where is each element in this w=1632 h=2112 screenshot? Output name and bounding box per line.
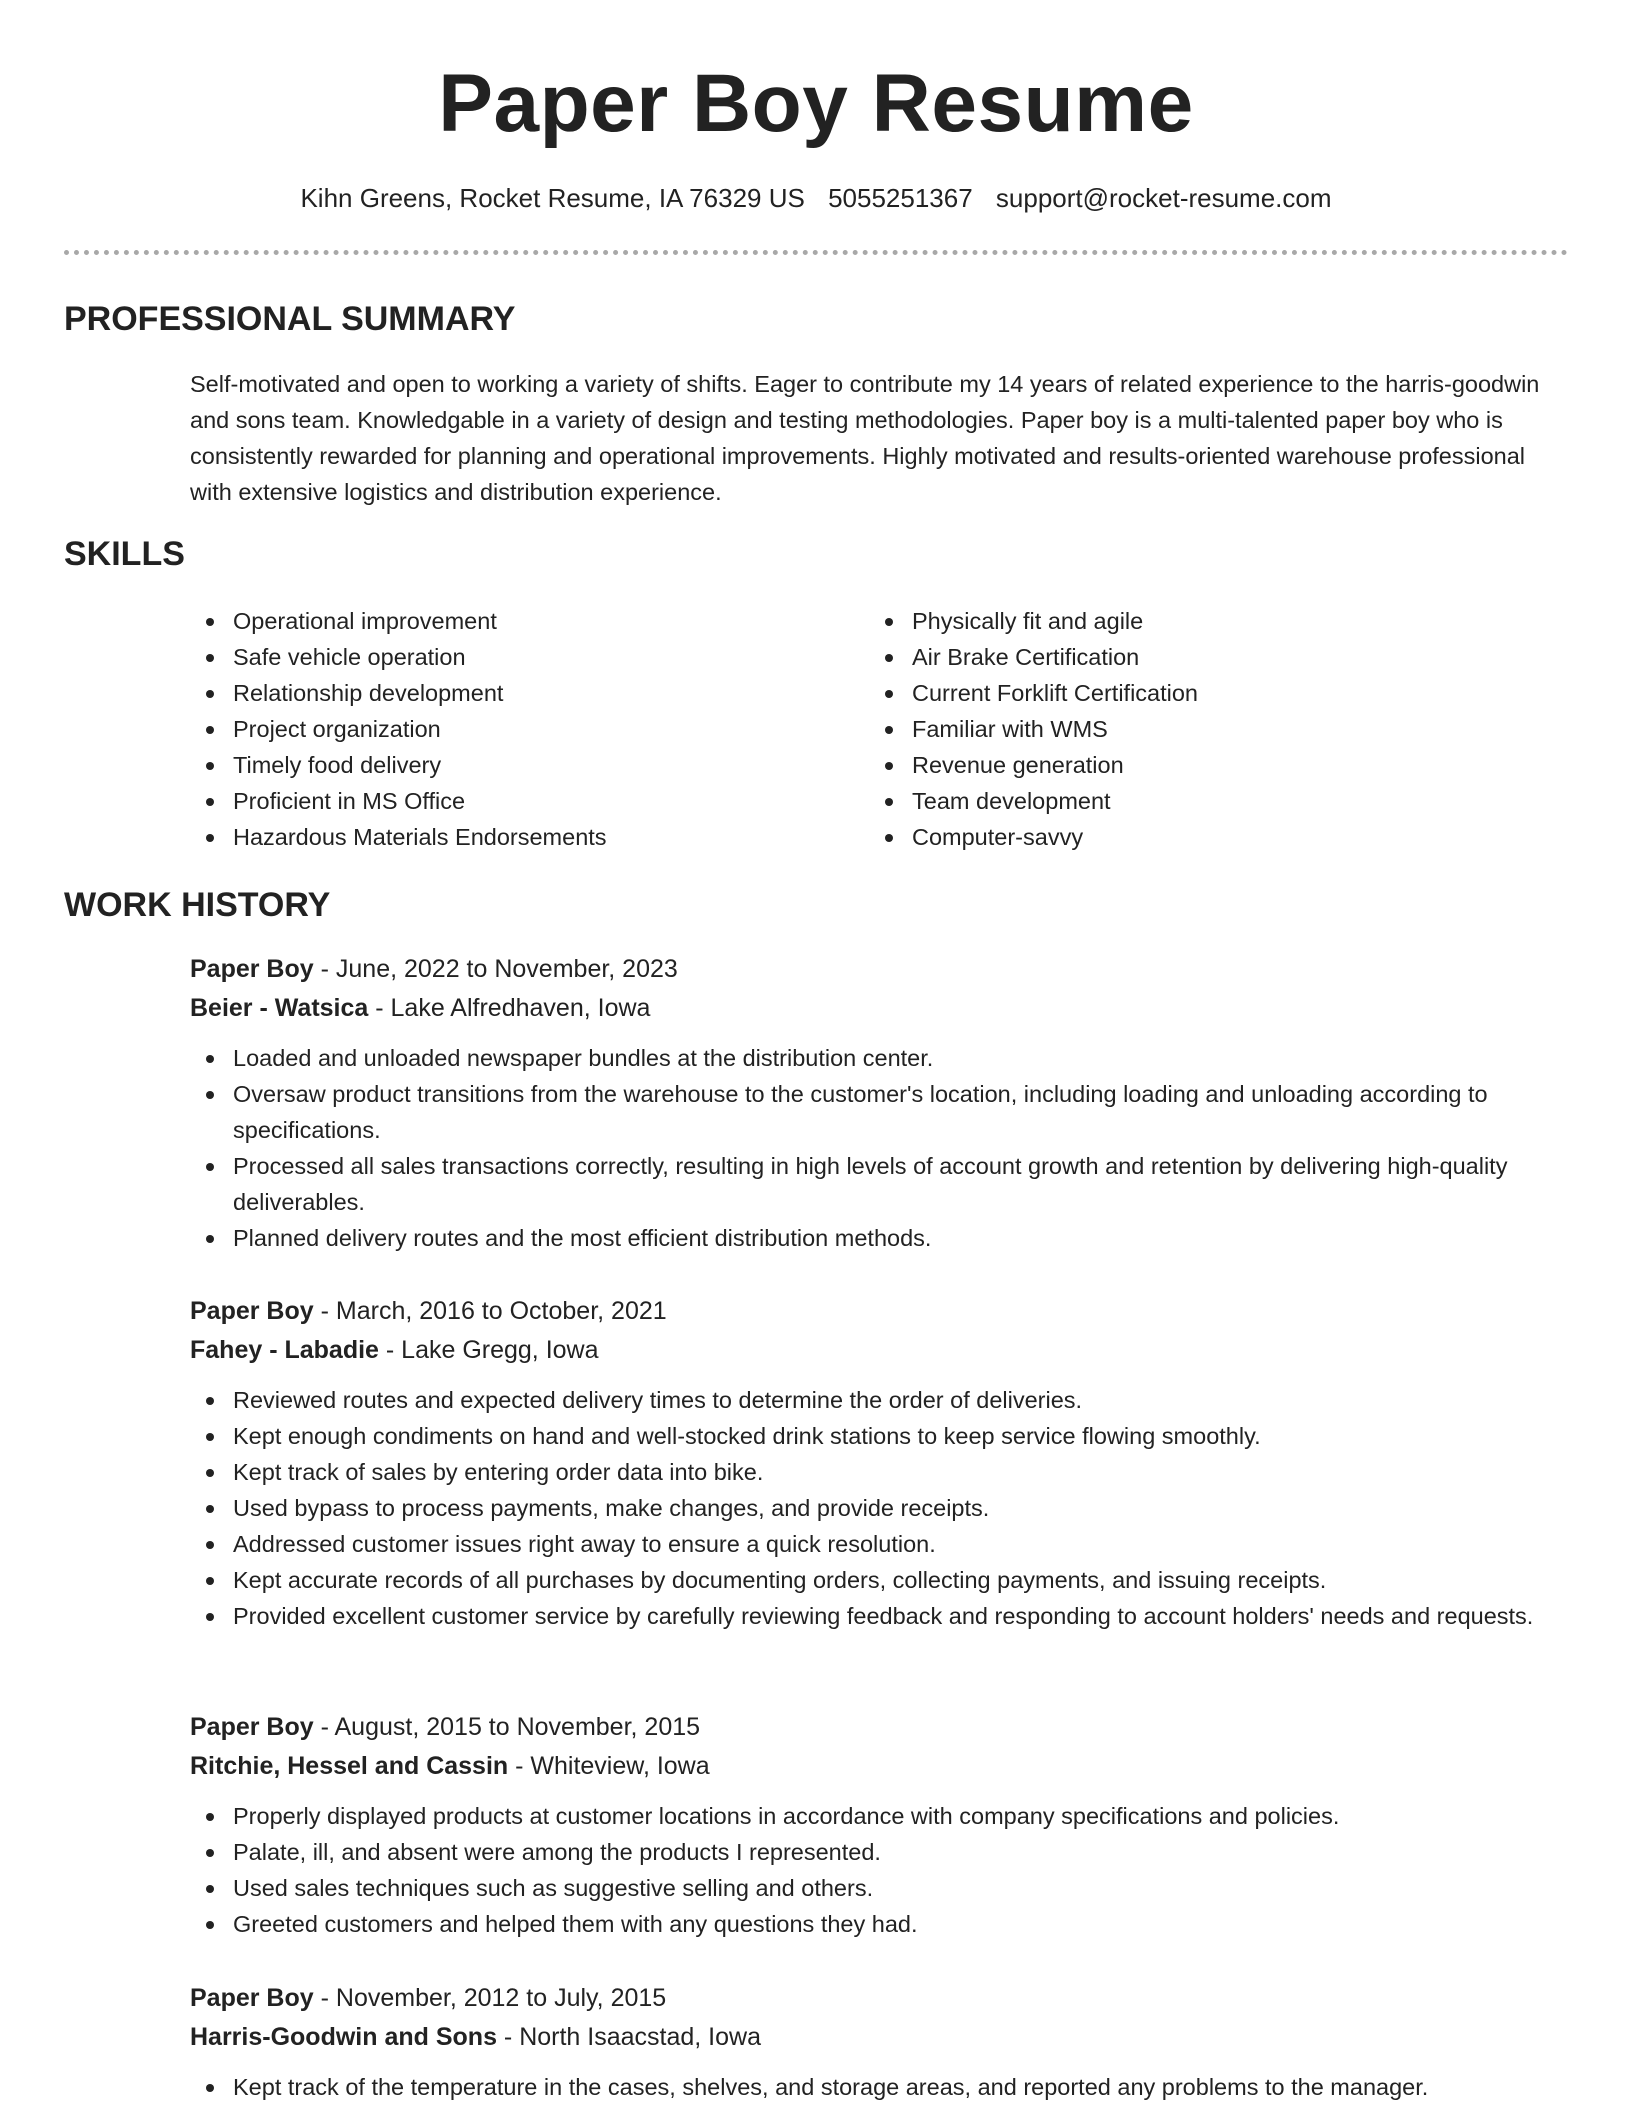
contact-email: support@rocket-resume.com <box>995 183 1332 213</box>
duty-item: Oversaw product transitions from the warehouse to the customer's location, including loading and unloading according to specifications. <box>190 1076 1550 1148</box>
job-company-line <box>190 989 1570 1028</box>
duty-item: Properly displayed products at customer locations in accordance with company specifications and policies. <box>190 1798 1550 1834</box>
duty-item: Kept accurate records of all purchases by documenting orders, collecting payments, and issuing receipts. <box>190 1562 1550 1598</box>
contact-phone: 5055251367 <box>828 183 973 213</box>
header-divider <box>64 250 1568 255</box>
job-title-line <box>190 1708 1570 1747</box>
job-location: - Whiteview, Iowa <box>508 1752 710 1780</box>
job-company: Harris-Goodwin and Sons <box>190 2023 497 2051</box>
summary-text: Self-motivated and open to working a variety of shifts. Eager to contribute my 14 years of related experience to the harris-goodwin and sons team. Knowledgable in a variety of design and testing methodologies. Paper boy is a multi-talented paper boy who is consistently rewarded for planning and operational improvements. Highly motivated and results-oriented warehouse professional with extensive logistics and distribution experience. <box>190 371 1540 505</box>
skill-item: Proficient in MS Office <box>190 783 810 819</box>
skill-item: Revenue generation <box>869 747 1489 783</box>
duty-item: Palate, ill, and absent were among the products I represented. <box>190 1834 1550 1870</box>
skill-item: Project organization <box>190 711 810 747</box>
duty-item: Provided excellent customer service by carefully reviewing feedback and responding to account holders' needs and requests. <box>190 1598 1550 1634</box>
duty-item: Addressed customer issues right away to ensure a quick resolution. <box>190 1526 1550 1562</box>
job-dates: - November, 2012 to July, 2015 <box>313 1984 667 2012</box>
job-entry <box>190 1708 1570 1942</box>
resume-title: Paper Boy Resume <box>438 58 1194 149</box>
job-title-line <box>190 1979 1570 2018</box>
skills-heading: SKILLS <box>64 535 185 573</box>
duty-item: Kept track of the temperature in the cases, shelves, and storage areas, and reported any problems to the manager. <box>190 2069 1550 2105</box>
duty-item: Processed all sales transactions correctly, resulting in high levels of account growth and retention by delivering high-quality deliverables. <box>190 1148 1550 1220</box>
duty-item: Used sales techniques such as suggestive selling and others. <box>190 1870 1550 1906</box>
duty-item: Kept track of sales by entering order data into bike. <box>190 1454 1550 1490</box>
job-location: - North Isaacstad, Iowa <box>496 2023 761 2051</box>
duty-item: Used bypass to process payments, make changes, and provide receipts. <box>190 1490 1550 1526</box>
job-company-line <box>190 1331 1570 1370</box>
job-dates: - March, 2016 to October, 2021 <box>313 1297 667 1325</box>
contact-address: Kihn Greens, Rocket Resume, IA 76329 US <box>300 183 805 213</box>
skill-item: Timely food delivery <box>190 747 810 783</box>
duty-item: Reviewed routes and expected delivery times to determine the order of deliveries. <box>190 1382 1550 1418</box>
job-entry <box>190 950 1570 1256</box>
skill-item: Team development <box>869 783 1489 819</box>
job-title: Paper Boy <box>190 1984 314 2012</box>
job-entry <box>190 1292 1570 1634</box>
skill-item: Computer-savvy <box>869 819 1489 855</box>
job-title-line <box>190 1292 1570 1331</box>
summary-heading: PROFESSIONAL SUMMARY <box>64 300 516 338</box>
duty-item: Loaded and unloaded newspaper bundles at the distribution center. <box>190 1040 1550 1076</box>
job-title-line <box>190 950 1570 989</box>
skills-list-right <box>869 603 1489 855</box>
skill-item: Air Brake Certification <box>869 639 1489 675</box>
job-entry <box>190 1979 1570 2105</box>
job-dates: - June, 2022 to November, 2023 <box>313 955 678 983</box>
skill-item: Operational improvement <box>190 603 810 639</box>
job-duties <box>190 1040 1550 1256</box>
job-company-line <box>190 2018 1570 2057</box>
duty-item: Planned delivery routes and the most efficient distribution methods. <box>190 1220 1550 1256</box>
skill-item: Physically fit and agile <box>869 603 1489 639</box>
job-duties <box>190 1382 1550 1634</box>
job-title: Paper Boy <box>190 1713 314 1741</box>
skill-item: Familiar with WMS <box>869 711 1489 747</box>
job-duties <box>190 2069 1550 2105</box>
duty-item: Greeted customers and helped them with any questions they had. <box>190 1906 1550 1942</box>
job-dates: - August, 2015 to November, 2015 <box>313 1713 701 1741</box>
skills-list-left <box>190 603 810 855</box>
job-company-line <box>190 1747 1570 1786</box>
job-title: Paper Boy <box>190 1297 314 1325</box>
job-company: Ritchie, Hessel and Cassin <box>190 1752 509 1780</box>
job-location: - Lake Gregg, Iowa <box>378 1336 599 1364</box>
duty-item: Kept enough condiments on hand and well-stocked drink stations to keep service flowing smoothly. <box>190 1418 1550 1454</box>
skill-item: Relationship development <box>190 675 810 711</box>
job-company: Beier - Watsica <box>190 994 369 1022</box>
contact-info <box>0 180 1632 216</box>
skill-item: Current Forklift Certification <box>869 675 1489 711</box>
job-location: - Lake Alfredhaven, Iowa <box>368 994 651 1022</box>
work-history-heading: WORK HISTORY <box>64 886 331 924</box>
skill-item: Safe vehicle operation <box>190 639 810 675</box>
skill-item: Hazardous Materials Endorsements <box>190 819 810 855</box>
job-title: Paper Boy <box>190 955 314 983</box>
job-duties <box>190 1798 1550 1942</box>
job-company: Fahey - Labadie <box>190 1336 379 1364</box>
